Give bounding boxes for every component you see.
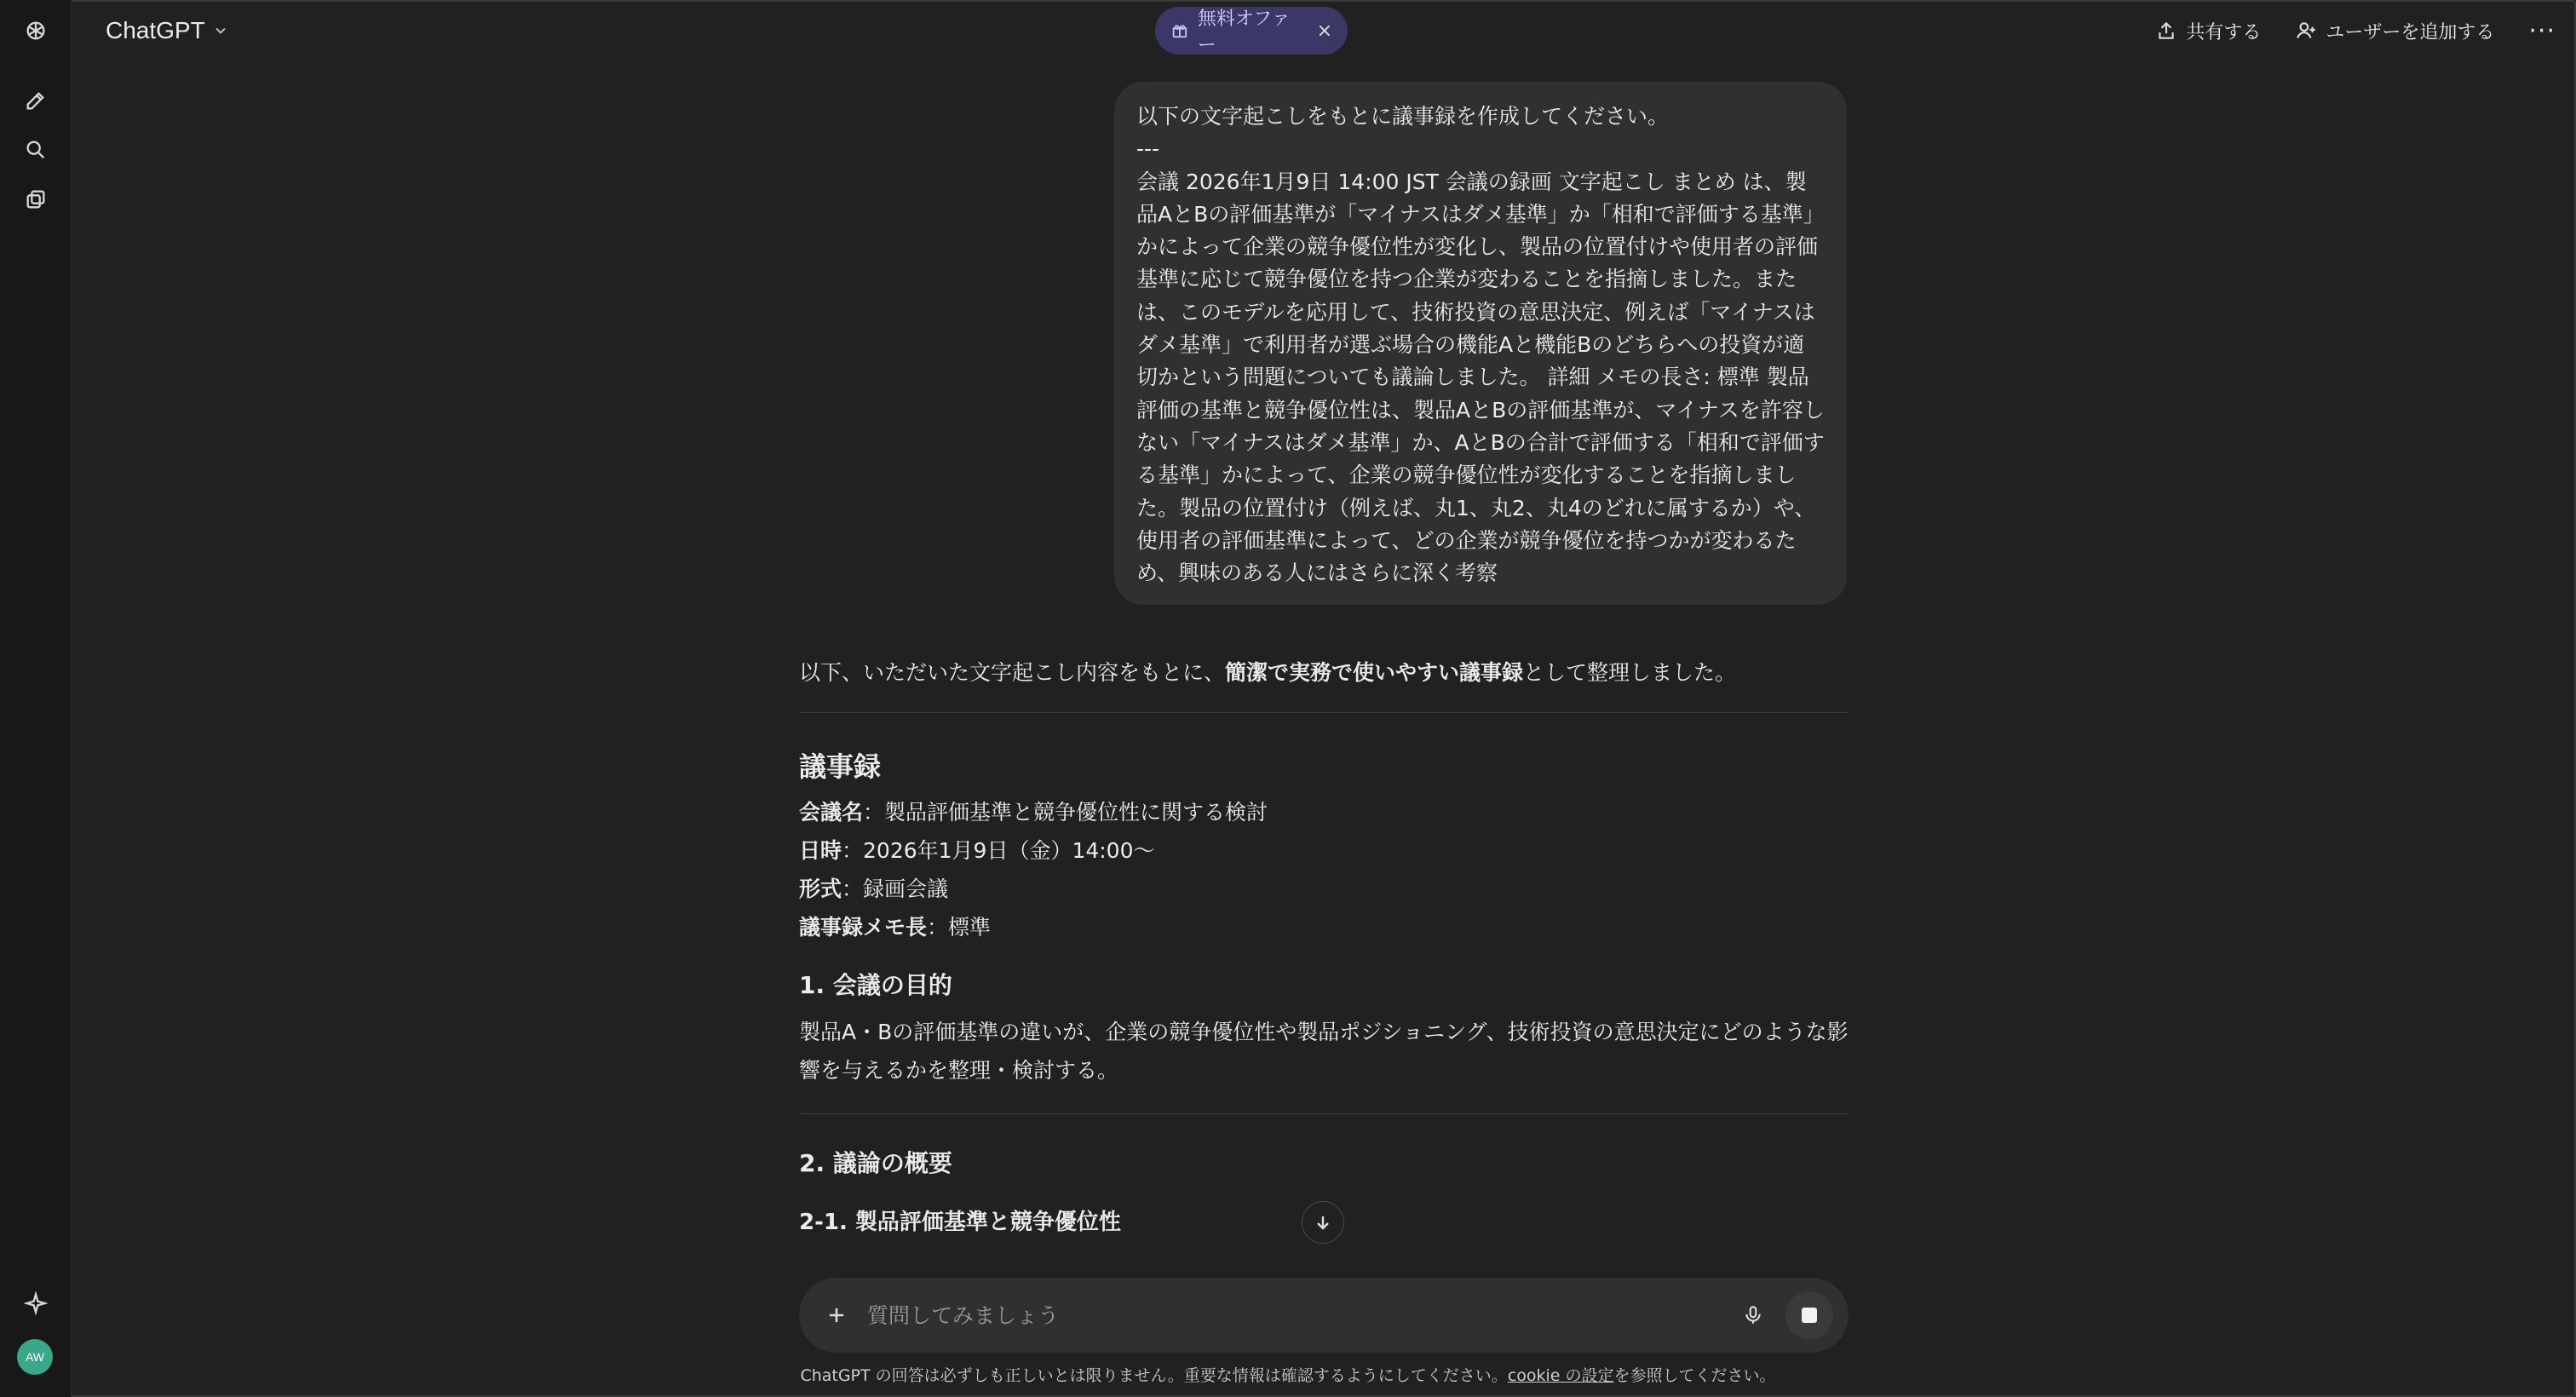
add-user-icon [2295,20,2317,42]
arrow-down-icon [1313,1212,1333,1233]
share-button[interactable] [2155,18,2261,44]
field-label: 形式 [799,877,842,901]
more-options-button[interactable]: ··· [2528,15,2556,46]
cookie-settings-link[interactable]: cookie の設定 [1507,1366,1614,1385]
share-label: 共有する [2186,21,2262,43]
sidebar-rail [0,0,72,1397]
sparkle-icon[interactable] [19,1286,53,1320]
assistant-intro [799,656,1849,690]
intro-text-end: として整理しました。 [1523,660,1737,685]
footer-disclaimer [0,1363,2576,1386]
assistant-message [799,656,1849,1236]
user-message-body: 会議 2026年1月9日 14:00 JST 会議の録画 文字起こし まとめ は、製品AとBの評価基準が「マイナスはダメ基準」か「相和で評価する基準」かによって企業の競争優位性が変化し、製品の位置付けや使用者の評価基準に応じて競争優位を持つ企業が変わることを指摘しました。また は、このモデルを応用して、技術投資の意思決定、例えば「マイナスはダメ基準」で利用者が選ぶ場合の機能Aと機能Bのどちらへの投資が適切かという問題についても議論しました。 詳細 メモの長さ: 標準 製品評価の基準と競争優位性は、製品AとBの評価基準が、マイナスを許容しない「マイナスはダメ基準」か、AとBの合計で評価する「相和で評価する基準」かによって、企業の競争優位性が変化することを指摘しました。製品の位置付け（例えば、丸1、丸2、丸4のどれに属するか）や、使用者の評価基準によって、どの企業が競争優位を持つかが変わるため、興味のある人にはさらに深く考察 [1136,169,1825,586]
search-icon[interactable] [19,133,53,167]
meeting-fields [799,793,1849,946]
plus-icon [825,1303,848,1327]
field-value: ：標準 [927,915,992,940]
field-value: ：録画会議 [842,877,949,901]
section-2-heading: 2. 議論の概要 [799,1149,952,1177]
section-2-1-heading: 2-1. 製品評価基準と競争優位性 [799,1210,1121,1235]
microphone-icon [1742,1304,1764,1326]
user-message-bubble [1114,82,1847,605]
new-chat-icon[interactable] [19,83,53,118]
library-icon[interactable] [19,182,53,216]
openai-logo-icon[interactable] [19,14,53,48]
stop-icon [1802,1308,1817,1323]
user-message-separator: --- [1136,136,1160,162]
intro-emphasis: 簡潔で実務で使いやすい議事録 [1225,660,1524,685]
section-1-body: 製品A・Bの評価基準の違いが、企業の競争優位性や製品ポジショニング、技術投資の意思決定にどのような影響を与えるかを整理・検討する。 [799,1020,1849,1083]
header-actions [2155,12,2556,49]
offer-close-button[interactable]: × [1316,20,1332,42]
field-label: 会議名 [799,800,864,825]
prompt-input[interactable] [867,1303,1734,1328]
minutes-title: 議事録 [799,750,882,783]
field-meeting-name [799,793,1849,831]
field-label: 日時 [799,838,842,863]
field-label: 議事録メモ長 [799,915,928,940]
disclaimer-text-end: を参照してください。 [1613,1366,1776,1385]
divider [799,1113,1849,1114]
user-message-line: 以下の文字起こしをもとに議事録を作成してください。 [1136,104,1670,129]
field-value: ：2026年1月9日（金）14:00〜 [842,838,1155,863]
share-icon [2155,20,2177,42]
dictate-button[interactable] [1734,1296,1772,1334]
free-offer-pill[interactable] [1155,7,1348,55]
field-value: ：製品評価基準と競争優位性に関する検討 [863,800,1268,825]
composer [799,1278,1849,1353]
field-date [799,831,1849,870]
avatar-initials: AW [25,1350,45,1364]
disclaimer-text: ChatGPT の回答は必ずしも正しいとは限りません。重要な情報は確認するようにしてください。 [800,1366,1508,1385]
section-1-heading: 1. 会議の目的 [799,971,952,999]
gift-icon [1170,21,1189,40]
model-selector[interactable] [95,12,239,49]
chevron-down-icon [212,22,229,39]
add-user-label: ユーザーを追加する [2326,21,2495,43]
offer-label: 無料オファー [1197,9,1291,56]
intro-text: 以下、いただいた文字起こし内容をもとに、 [799,660,1226,685]
divider [799,712,1849,713]
attach-button[interactable] [819,1298,854,1332]
field-format [799,870,1849,908]
model-name: ChatGPT [106,17,205,43]
scroll-to-bottom-button[interactable] [1302,1201,1344,1244]
field-memo-length [799,908,1849,946]
stop-generating-button[interactable] [1785,1291,1833,1339]
add-user-button[interactable] [2295,18,2494,44]
